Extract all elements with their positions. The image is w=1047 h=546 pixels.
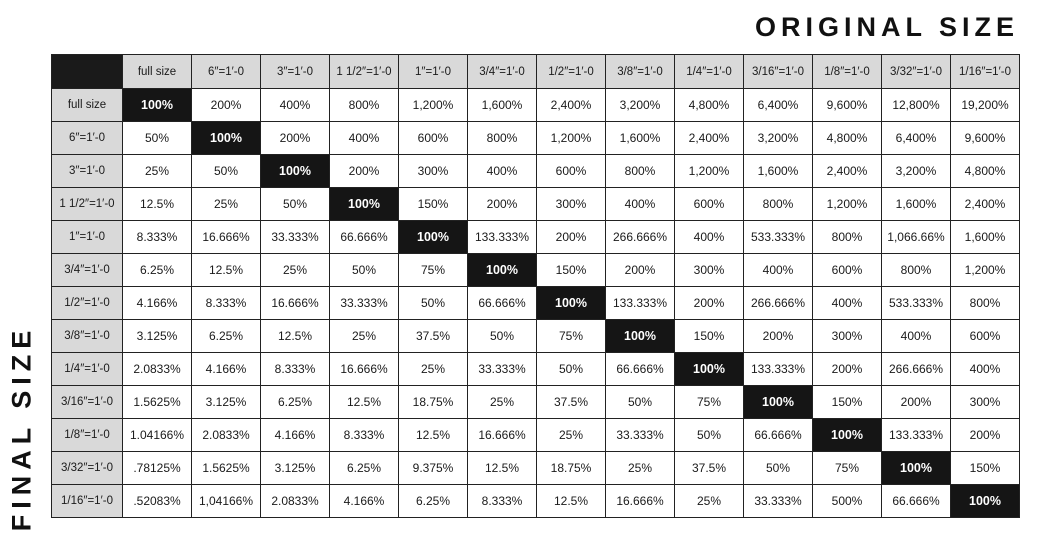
percentage-cell: 75% bbox=[399, 254, 468, 287]
table-row bbox=[52, 320, 1020, 353]
percentage-cell: 9,600% bbox=[813, 89, 882, 122]
column-header: 1/8″=1′-0 bbox=[813, 55, 882, 89]
percentage-cell: 200% bbox=[606, 254, 675, 287]
row-header: 6″=1′-0 bbox=[52, 122, 123, 155]
corner-cell bbox=[52, 55, 123, 89]
percentage-cell: 9.375% bbox=[399, 452, 468, 485]
table-row bbox=[52, 485, 1020, 518]
table-row bbox=[52, 386, 1020, 419]
percentage-cell: 25% bbox=[606, 452, 675, 485]
percentage-cell: 25% bbox=[399, 353, 468, 386]
header-row bbox=[52, 55, 1020, 89]
final-size-title-wrapper bbox=[2, 324, 42, 532]
percentage-cell: 400% bbox=[813, 287, 882, 320]
percentage-cell: 50% bbox=[675, 419, 744, 452]
percentage-cell: 1,200% bbox=[675, 155, 744, 188]
identity-cell: 100% bbox=[123, 89, 192, 122]
percentage-cell: 600% bbox=[537, 155, 606, 188]
percentage-cell: 150% bbox=[399, 188, 468, 221]
percentage-cell: 1,600% bbox=[606, 122, 675, 155]
percentage-cell: 1,200% bbox=[399, 89, 468, 122]
percentage-cell: 2,400% bbox=[675, 122, 744, 155]
column-header: 3/8″=1′-0 bbox=[606, 55, 675, 89]
percentage-cell: 800% bbox=[606, 155, 675, 188]
percentage-cell: 12.5% bbox=[399, 419, 468, 452]
table-row bbox=[52, 89, 1020, 122]
percentage-cell: 25% bbox=[468, 386, 537, 419]
percentage-cell: 2,400% bbox=[951, 188, 1020, 221]
percentage-cell: 8.333% bbox=[261, 353, 330, 386]
identity-cell: 100% bbox=[951, 485, 1020, 518]
identity-cell: 100% bbox=[813, 419, 882, 452]
percentage-cell: 33.333% bbox=[468, 353, 537, 386]
percentage-cell: 1.5625% bbox=[123, 386, 192, 419]
table-row bbox=[52, 155, 1020, 188]
identity-cell: 100% bbox=[744, 386, 813, 419]
row-header: 1/2″=1′-0 bbox=[52, 287, 123, 320]
identity-cell: 100% bbox=[537, 287, 606, 320]
percentage-cell: 600% bbox=[399, 122, 468, 155]
percentage-cell: 8.333% bbox=[123, 221, 192, 254]
percentage-cell: 400% bbox=[606, 188, 675, 221]
percentage-cell: 400% bbox=[882, 320, 951, 353]
identity-cell: 100% bbox=[330, 188, 399, 221]
percentage-cell: 18.75% bbox=[537, 452, 606, 485]
percentage-cell: 1,600% bbox=[468, 89, 537, 122]
percentage-cell: 50% bbox=[744, 452, 813, 485]
percentage-cell: 37.5% bbox=[399, 320, 468, 353]
percentage-cell: 1,04166% bbox=[192, 485, 261, 518]
percentage-cell: 1.04166% bbox=[123, 419, 192, 452]
percentage-cell: 133.333% bbox=[468, 221, 537, 254]
column-header: 1″=1′-0 bbox=[399, 55, 468, 89]
percentage-cell: 6,400% bbox=[744, 89, 813, 122]
percentage-cell: 133.333% bbox=[606, 287, 675, 320]
percentage-cell: 6,400% bbox=[882, 122, 951, 155]
percentage-cell: 66.666% bbox=[882, 485, 951, 518]
percentage-cell: 200% bbox=[537, 221, 606, 254]
percentage-cell: 19,200% bbox=[951, 89, 1020, 122]
percentage-cell: 400% bbox=[261, 89, 330, 122]
percentage-cell: 66.666% bbox=[330, 221, 399, 254]
percentage-cell: 33.333% bbox=[261, 221, 330, 254]
percentage-cell: 600% bbox=[675, 188, 744, 221]
percentage-cell: 25% bbox=[675, 485, 744, 518]
percentage-cell: 33.333% bbox=[744, 485, 813, 518]
percentage-cell: 9,600% bbox=[951, 122, 1020, 155]
percentage-cell: 200% bbox=[261, 122, 330, 155]
percentage-cell: 1,200% bbox=[813, 188, 882, 221]
percentage-cell: 1,600% bbox=[951, 221, 1020, 254]
percentage-cell: 12,800% bbox=[882, 89, 951, 122]
percentage-cell: 200% bbox=[951, 419, 1020, 452]
row-header: 3″=1′-0 bbox=[52, 155, 123, 188]
percentage-cell: 66.666% bbox=[468, 287, 537, 320]
row-header: 1 1/2″=1′-0 bbox=[52, 188, 123, 221]
percentage-cell: 1,600% bbox=[744, 155, 813, 188]
percentage-cell: 3,200% bbox=[744, 122, 813, 155]
percentage-cell: 16.666% bbox=[330, 353, 399, 386]
percentage-cell: 16.666% bbox=[261, 287, 330, 320]
percentage-cell: 3,200% bbox=[882, 155, 951, 188]
percentage-cell: 200% bbox=[675, 287, 744, 320]
column-header: 3″=1′-0 bbox=[261, 55, 330, 89]
percentage-cell: 150% bbox=[813, 386, 882, 419]
percentage-cell: 3.125% bbox=[123, 320, 192, 353]
percentage-cell: 400% bbox=[951, 353, 1020, 386]
percentage-cell: 12.5% bbox=[330, 386, 399, 419]
percentage-cell: 3.125% bbox=[192, 386, 261, 419]
percentage-cell: 25% bbox=[192, 188, 261, 221]
identity-cell: 100% bbox=[261, 155, 330, 188]
identity-cell: 100% bbox=[192, 122, 261, 155]
percentage-cell: 200% bbox=[813, 353, 882, 386]
final-size-title: FINAL SIZE bbox=[6, 324, 37, 532]
percentage-cell: 50% bbox=[123, 122, 192, 155]
percentage-cell: 4,800% bbox=[675, 89, 744, 122]
row-header: 3/32″=1′-0 bbox=[52, 452, 123, 485]
percentage-cell: 300% bbox=[675, 254, 744, 287]
table-row bbox=[52, 254, 1020, 287]
percentage-cell: 150% bbox=[675, 320, 744, 353]
percentage-cell: 8.333% bbox=[330, 419, 399, 452]
percentage-cell: 200% bbox=[468, 188, 537, 221]
percentage-cell: 400% bbox=[675, 221, 744, 254]
percentage-cell: 6.25% bbox=[330, 452, 399, 485]
percentage-cell: 266.666% bbox=[606, 221, 675, 254]
table-row bbox=[52, 188, 1020, 221]
percentage-cell: 1,200% bbox=[537, 122, 606, 155]
percentage-cell: 3,200% bbox=[606, 89, 675, 122]
percentage-cell: 50% bbox=[537, 353, 606, 386]
identity-cell: 100% bbox=[606, 320, 675, 353]
percentage-cell: 4,800% bbox=[813, 122, 882, 155]
percentage-cell: 6.25% bbox=[123, 254, 192, 287]
percentage-cell: 300% bbox=[813, 320, 882, 353]
percentage-cell: 12.5% bbox=[468, 452, 537, 485]
table-body bbox=[52, 89, 1020, 518]
percentage-cell: 2.0833% bbox=[192, 419, 261, 452]
percentage-cell: 3.125% bbox=[261, 452, 330, 485]
percentage-cell: 16.666% bbox=[468, 419, 537, 452]
row-header: full size bbox=[52, 89, 123, 122]
column-header: 3/16″=1′-0 bbox=[744, 55, 813, 89]
percentage-cell: 12.5% bbox=[123, 188, 192, 221]
column-header: 1 1/2″=1′-0 bbox=[330, 55, 399, 89]
percentage-cell: 150% bbox=[951, 452, 1020, 485]
percentage-cell: 266.666% bbox=[882, 353, 951, 386]
percentage-cell: 50% bbox=[468, 320, 537, 353]
percentage-cell: 6.25% bbox=[399, 485, 468, 518]
percentage-cell: 4,800% bbox=[951, 155, 1020, 188]
percentage-cell: 300% bbox=[537, 188, 606, 221]
percentage-cell: 266.666% bbox=[744, 287, 813, 320]
percentage-cell: 25% bbox=[537, 419, 606, 452]
percentage-cell: 200% bbox=[330, 155, 399, 188]
table-row bbox=[52, 287, 1020, 320]
row-header: 3/16″=1′-0 bbox=[52, 386, 123, 419]
column-header: 3/32″=1′-0 bbox=[882, 55, 951, 89]
row-header: 1/4″=1′-0 bbox=[52, 353, 123, 386]
percentage-cell: 300% bbox=[399, 155, 468, 188]
percentage-cell: 6.25% bbox=[192, 320, 261, 353]
percentage-cell: 6.25% bbox=[261, 386, 330, 419]
percentage-cell: 37.5% bbox=[675, 452, 744, 485]
column-header: 1/4″=1′-0 bbox=[675, 55, 744, 89]
original-size-title: ORIGINAL SIZE bbox=[754, 12, 1019, 42]
table-row bbox=[52, 122, 1020, 155]
column-header: 6″=1′-0 bbox=[192, 55, 261, 89]
column-header: 3/4″=1′-0 bbox=[468, 55, 537, 89]
percentage-cell: 50% bbox=[192, 155, 261, 188]
percentage-cell: 533.333% bbox=[744, 221, 813, 254]
column-header: 1/16″=1′-0 bbox=[951, 55, 1020, 89]
percentage-cell: .78125% bbox=[123, 452, 192, 485]
percentage-cell: 50% bbox=[261, 188, 330, 221]
percentage-cell: 2,400% bbox=[813, 155, 882, 188]
percentage-cell: 1,066.66% bbox=[882, 221, 951, 254]
row-header: 1″=1′-0 bbox=[52, 221, 123, 254]
percentage-cell: 500% bbox=[813, 485, 882, 518]
percentage-cell: 600% bbox=[813, 254, 882, 287]
percentage-cell: 66.666% bbox=[744, 419, 813, 452]
table-row bbox=[52, 419, 1020, 452]
percentage-cell: 1,200% bbox=[951, 254, 1020, 287]
percentage-cell: 25% bbox=[261, 254, 330, 287]
percentage-cell: 4.166% bbox=[192, 353, 261, 386]
percentage-cell: 33.333% bbox=[330, 287, 399, 320]
percentage-cell: 8.333% bbox=[468, 485, 537, 518]
column-header: full size bbox=[123, 55, 192, 89]
row-header: 1/8″=1′-0 bbox=[52, 419, 123, 452]
percentage-cell: 4.166% bbox=[330, 485, 399, 518]
identity-cell: 100% bbox=[399, 221, 468, 254]
percentage-cell: 8.333% bbox=[192, 287, 261, 320]
percentage-cell: 800% bbox=[330, 89, 399, 122]
percentage-cell: 75% bbox=[537, 320, 606, 353]
percentage-cell: 25% bbox=[123, 155, 192, 188]
percentage-cell: 50% bbox=[606, 386, 675, 419]
percentage-cell: 12.5% bbox=[537, 485, 606, 518]
percentage-cell: 12.5% bbox=[192, 254, 261, 287]
percentage-cell: 1.5625% bbox=[192, 452, 261, 485]
percentage-cell: 50% bbox=[330, 254, 399, 287]
percentage-cell: 2.0833% bbox=[123, 353, 192, 386]
percentage-cell: 800% bbox=[882, 254, 951, 287]
row-header: 1/16″=1′-0 bbox=[52, 485, 123, 518]
percentage-cell: 133.333% bbox=[744, 353, 813, 386]
percentage-cell: 2,400% bbox=[537, 89, 606, 122]
percentage-cell: 600% bbox=[951, 320, 1020, 353]
percentage-cell: 4.166% bbox=[261, 419, 330, 452]
percentage-cell: 66.666% bbox=[606, 353, 675, 386]
row-header: 3/8″=1′-0 bbox=[52, 320, 123, 353]
percentage-cell: 800% bbox=[813, 221, 882, 254]
percentage-cell: 12.5% bbox=[261, 320, 330, 353]
percentage-cell: 50% bbox=[399, 287, 468, 320]
percentage-cell: 400% bbox=[744, 254, 813, 287]
percentage-cell: 16.666% bbox=[606, 485, 675, 518]
percentage-cell: 16.666% bbox=[192, 221, 261, 254]
percentage-cell: 400% bbox=[468, 155, 537, 188]
percentage-cell: 33.333% bbox=[606, 419, 675, 452]
percentage-cell: 1,600% bbox=[882, 188, 951, 221]
percentage-cell: 75% bbox=[813, 452, 882, 485]
percentage-cell: 133.333% bbox=[882, 419, 951, 452]
identity-cell: 100% bbox=[882, 452, 951, 485]
column-header: 1/2″=1′-0 bbox=[537, 55, 606, 89]
identity-cell: 100% bbox=[468, 254, 537, 287]
percentage-cell: 18.75% bbox=[399, 386, 468, 419]
table-row bbox=[52, 452, 1020, 485]
percentage-cell: 25% bbox=[330, 320, 399, 353]
percentage-cell: 300% bbox=[951, 386, 1020, 419]
percentage-cell: 533.333% bbox=[882, 287, 951, 320]
percentage-cell: 4.166% bbox=[123, 287, 192, 320]
percentage-cell: 800% bbox=[951, 287, 1020, 320]
percentage-cell: 75% bbox=[675, 386, 744, 419]
percentage-cell: 200% bbox=[882, 386, 951, 419]
table-row bbox=[52, 353, 1020, 386]
percentage-cell: 150% bbox=[537, 254, 606, 287]
percentage-cell: 400% bbox=[330, 122, 399, 155]
percentage-cell: 2.0833% bbox=[261, 485, 330, 518]
identity-cell: 100% bbox=[675, 353, 744, 386]
percentage-cell: 200% bbox=[192, 89, 261, 122]
percentage-cell: .52083% bbox=[123, 485, 192, 518]
percentage-cell: 800% bbox=[468, 122, 537, 155]
percentage-cell: 37.5% bbox=[537, 386, 606, 419]
row-header: 3/4″=1′-0 bbox=[52, 254, 123, 287]
table-row bbox=[52, 221, 1020, 254]
scale-conversion-table bbox=[51, 54, 1020, 518]
percentage-cell: 800% bbox=[744, 188, 813, 221]
percentage-cell: 200% bbox=[744, 320, 813, 353]
